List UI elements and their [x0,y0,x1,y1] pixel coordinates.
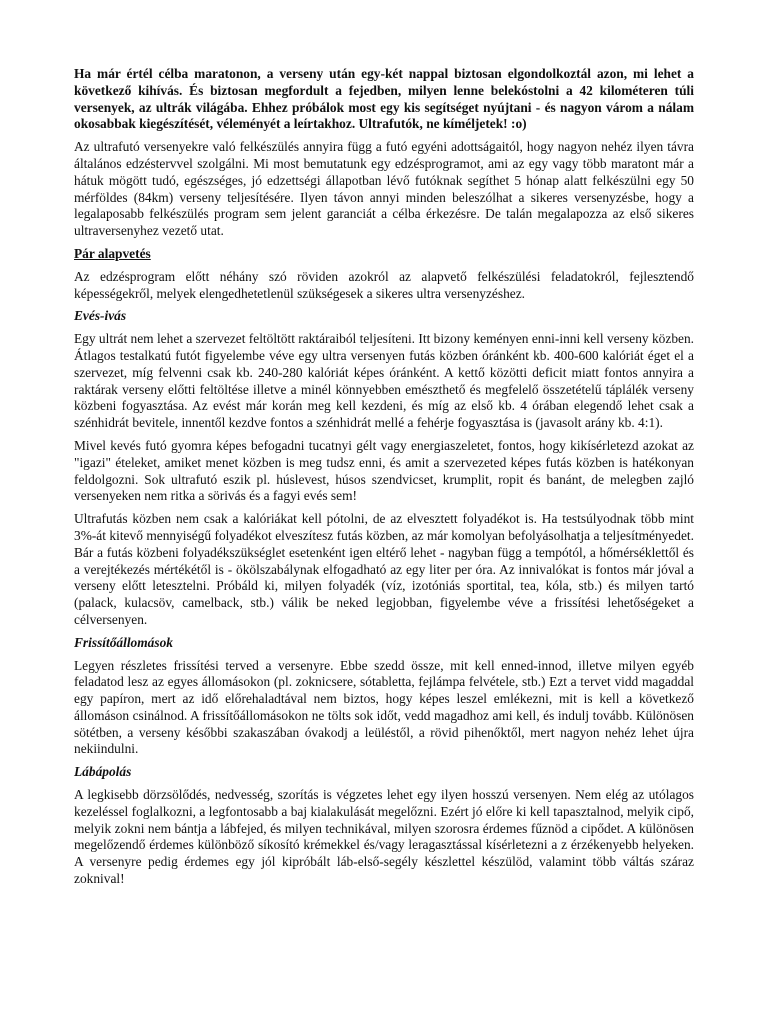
intro-paragraph: Ha már értél célba maratonon, a verseny után egy-két nappal biztosan elgondolkoztál azon, mi lehet a következő kihívás. És biztosan megfordult a fejedben, milyen lenne belekóstolni a 42 kilométeren túli versenyek, az ultrák világába. Ehhez próbálok most egy kis segítséget nyújtani - és nagyon várom a nálam okosabbak kiegészítését, véleményét a leírtakhoz. Ultrafutók, ne kíméljetek! :o) [74,66,694,132]
paragraph-basics-intro: Az edzésprogram előtt néhány szó röviden azokról az alapvető felkészülési feladatokról, fejlesztendő képességekről, melyek elengedhetetlenül szükségesek a sikeres ultra versenyzéshez. [74,268,694,301]
heading-par-alapvetes: Pár alapvetés [74,245,151,261]
document-page [74,66,694,894]
paragraph-hydration: Ultrafutás közben nem csak a kalóriákat kell pótolni, de az elvesztett folyadékot is. Ha testsúlyodnak több mint 3%-át kitevő mennyiségű folyadékot elveszítesz futás közben, az már komolyan befolyásolhatja a teljesítményedet. Bár a futás közbeni folyadékszükséglet esetenként igen eltérő lehet - nagyban függ a tempótól, a hőmérséklettől és a verejtékezés mértékétől is - ökölszabálynak elfogadható az egy liter per óra. Az innivalókat is fontos már jóval a verseny előtt letesztelni. Próbáld ki, milyen folyadék (víz, izotóniás sportital, tea, kóla, stb.) és milyen tartó (palack, kulacsöv, camelback, stb.) válik be neked legjobban, figyelembe véve a frissítési lehetőségeket a célversenyen. [74,511,694,627]
paragraph-aid-stations: Legyen részletes frissítési terved a versenyre. Ebbe szedd össze, mit kell enned-innod, illetve milyen egyéb feladatod lesz az egyes állomásokon (pl. zoknicsere, sótabletta, fejlámpa felvétele, stb.) Ezt a tervet vidd magaddal egy papíron, mert az idő előrehaladtával nem biztos, hogy képes leszel emlékezni, mit is kell a következő állomáson csinálnod. A frissítőállomásokon ne tölts sok időt, vedd magadhoz ami kell, és indulj tovább. Különösen sötétben, a verseny későbbi szakaszában óvakodj a leüléstől, a rövid pihenőktől, mert nagyon nehéz lehet újra nekiindulni. [74,657,694,757]
paragraph-overview: Az ultrafutó versenyekre való felkészülés annyira függ a futó egyéni adottságaitól, hogy nagyon nehéz ilyen távra általános edzéstervvel szolgálni. Mi most bemutatunk egy edzésprogramot, ami az egy vagy több maratont már a hátuk mögött tudó, egészséges, jó edzettségi állapotban lévő futóknak segíthet 5 hónap alatt felkészülni egy 50 mérföldes (84km) verseny teljesítésére. Ilyen távon annyi minden beleszólhat a sikeres versenyzésbe, hogy a legalaposabb felkészülés program sem jelent garanciát a célba érkezésre. De talán megalapozza az első sikeres ultraversenyhez vezető utat. [74,139,694,239]
paragraph-eating-calories: Egy ultrát nem lehet a szervezet feltöltött raktáraiból teljesíteni. Itt bizony keményen enni-inni kell verseny közben. Átlagos testalkatú futót figyelembe véve egy ultra versenyen futás közben óránként kb. 400-600 kalóriát éget el a szervezet, míg felvenni csak kb. 240-280 kalóriát képes óránként. A kettő közötti deficit miatt fontos annyira a raktárak verseny előtti feltöltése illetve a minél könnyebben emészthető és megfelelő összetételű táplálék verseny közbeni fogyasztása. Az evést már korán meg kell kezdeni, és míg az első kb. 4 órában elegendő lehet csak a szénhidrát bevitele, innentől kezdve fontos a szénhidrát mellé a fehérje fogyasztása is (javasolt arány kb. 4:1). [74,331,694,431]
heading-eves-ivas: Evés-ivás [74,308,127,324]
paragraph-foot-care: A legkisebb dörzsölődés, nedvesség, szorítás is végzetes lehet egy ilyen hosszú versenyen. Nem elég az utólagos kezeléssel foglalkozni, a legfontosabb a baj kialakulását megelőzni. Ezért jó előre ki kell tapasztalnod, melyik cipő, melyik zokni nem bántja a lábfejed, és milyen technikával, milyen szorosra érdemes fűznöd a cipődet. A különösen megelőzendő érdemes különböző síkosító krémekkel és/vagy leragasztással kísérletezni a z érzékenyebb helyeken. A versenyre pedig érdemes egy jól kipróbált láb-első-segély készlettel készülöd, valamint több váltás száraz zoknival! [74,787,694,887]
heading-frissitoallomasok: Frissítőállomások [74,634,173,650]
heading-labapolas: Lábápolás [74,764,132,780]
paragraph-eating-foods: Mivel kevés futó gyomra képes befogadni tucatnyi gélt vagy energiaszeletet, fontos, hogy kikísérletezd azokat az "igazi" ételeket, amiket menet közben is meg tudsz enni, és amit a szervezeted képes futás közben is hatékonyan feldolgozni. Sok ultrafutó eszik pl. húslevest, húsos szendvicset, krumplit, ropit és banánt, de melegben zajló versenyeken nem ritka a sörivás és a fagyi evés sem! [74,437,694,504]
